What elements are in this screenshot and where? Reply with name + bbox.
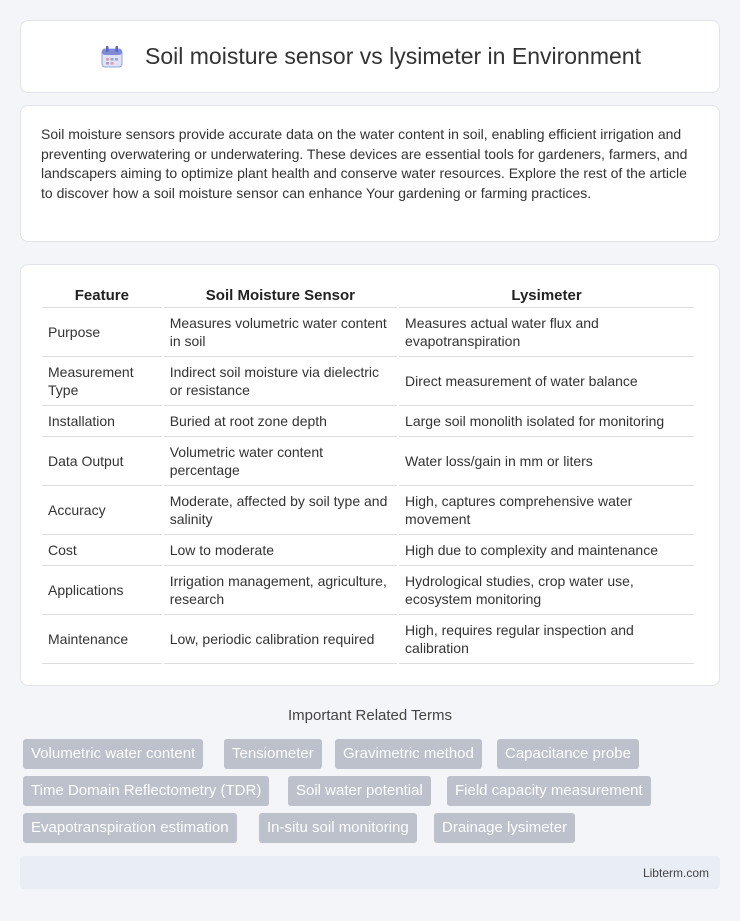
row-feature: Accuracy <box>42 486 162 535</box>
term-tag-field-capacity-measurement[interactable]: Field capacity measurement <box>447 776 651 806</box>
table-header-row <box>42 283 694 308</box>
comparison-card <box>20 264 720 686</box>
table-row <box>42 437 694 486</box>
row-sensor-value: Volumetric water content percentage <box>164 437 397 486</box>
row-feature: Data Output <box>42 437 162 486</box>
table-row <box>42 535 694 566</box>
header-feature: Feature <box>42 283 162 308</box>
table-row <box>42 406 694 437</box>
table-row <box>42 357 694 406</box>
term-tag-tdr[interactable]: Time Domain Reflectometry (TDR) <box>23 776 269 806</box>
row-lysimeter-value: Direct measurement of water balance <box>399 357 694 406</box>
table-row <box>42 486 694 535</box>
intro-card <box>20 105 720 242</box>
calendar-icon <box>99 44 125 70</box>
term-tag-soil-water-potential[interactable]: Soil water potential <box>288 776 431 806</box>
row-feature: Applications <box>42 566 162 615</box>
row-sensor-value: Measures volumetric water content in soil <box>164 308 397 357</box>
table-row <box>42 566 694 615</box>
row-feature: Cost <box>42 535 162 566</box>
footer <box>20 856 720 889</box>
header-soil-moisture-sensor: Soil Moisture Sensor <box>164 283 397 308</box>
row-lysimeter-value: High, captures comprehensive water movement <box>399 486 694 535</box>
title-card <box>20 20 720 93</box>
table-row <box>42 308 694 357</box>
term-tag-drainage-lysimeter[interactable]: Drainage lysimeter <box>434 813 575 843</box>
comparison-table <box>40 283 696 664</box>
row-lysimeter-value: High, requires regular inspection and calibration <box>399 615 694 664</box>
row-lysimeter-value: Measures actual water flux and evapotranspiration <box>399 308 694 357</box>
term-tag-volumetric-water-content[interactable]: Volumetric water content <box>23 739 203 769</box>
related-terms-heading: Important Related Terms <box>288 707 452 724</box>
term-tag-in-situ-soil-monitoring[interactable]: In-situ soil monitoring <box>259 813 417 843</box>
footer-site-link[interactable]: Libterm.com <box>642 866 709 880</box>
row-lysimeter-value: Large soil monolith isolated for monitoring <box>399 406 694 437</box>
intro-text: Soil moisture sensors provide accurate data on the water content in soil, enabling efficient irrigation and preventing overwatering or underwatering. These devices are essential tools for gardeners, farmers, and landscapers aiming to optimize plant health and conserve water resources. Explore the rest of the article to discover how a soil moisture sensor can enhance Your gardening or farming practices. <box>41 126 688 201</box>
row-lysimeter-value: High due to complexity and maintenance <box>399 535 694 566</box>
page-title: Soil moisture sensor vs lysimeter in Environment <box>145 43 641 69</box>
row-sensor-value: Irrigation management, agriculture, research <box>164 566 397 615</box>
term-tag-evapotranspiration-estimation[interactable]: Evapotranspiration estimation <box>23 813 237 843</box>
row-feature: Purpose <box>42 308 162 357</box>
row-sensor-value: Indirect soil moisture via dielectric or resistance <box>164 357 397 406</box>
term-tag-gravimetric-method[interactable]: Gravimetric method <box>335 739 482 769</box>
term-tag-capacitance-probe[interactable]: Capacitance probe <box>497 739 639 769</box>
table-row <box>42 615 694 664</box>
row-lysimeter-value: Water loss/gain in mm or liters <box>399 437 694 486</box>
row-sensor-value: Moderate, affected by soil type and salinity <box>164 486 397 535</box>
row-lysimeter-value: Hydrological studies, crop water use, ecosystem monitoring <box>399 566 694 615</box>
row-feature: Maintenance <box>42 615 162 664</box>
row-sensor-value: Low, periodic calibration required <box>164 615 397 664</box>
term-tag-tensiometer[interactable]: Tensiometer <box>224 739 322 769</box>
header-lysimeter: Lysimeter <box>399 283 694 308</box>
row-sensor-value: Low to moderate <box>164 535 397 566</box>
row-sensor-value: Buried at root zone depth <box>164 406 397 437</box>
row-feature: Installation <box>42 406 162 437</box>
row-feature: Measurement Type <box>42 357 162 406</box>
